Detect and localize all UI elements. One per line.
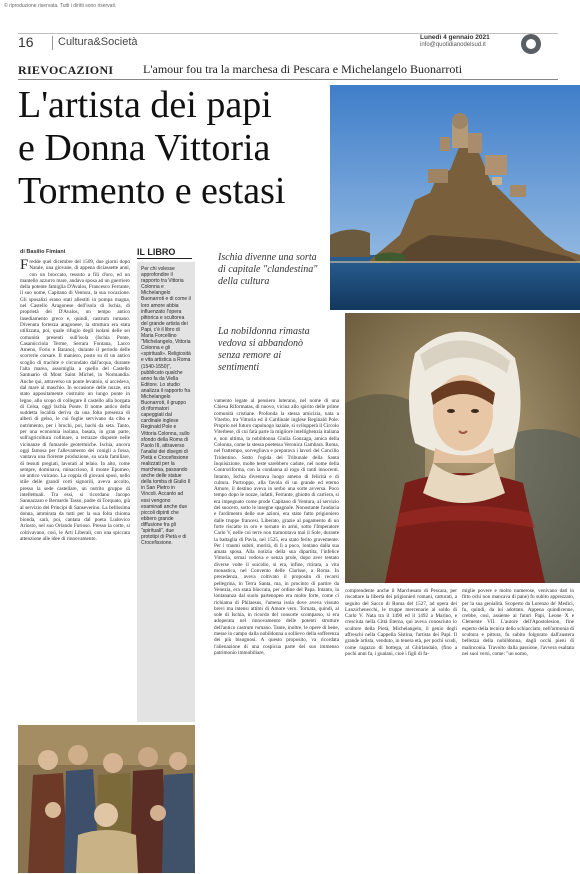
kicker-rule (18, 79, 558, 80)
pull-quote-2: La nobildonna rimasta vedova si abbandonò senza remore ai sentimenti (218, 326, 310, 373)
pull-quote-1: Ischia divenne una sorta di capitale "clandestina" della cultura (218, 252, 318, 287)
fresco-image (18, 725, 195, 873)
copyright-notice: © riproduzione riservata. Tutti i diritti sono riservati. (4, 3, 117, 9)
sidebar-title-rule (137, 258, 192, 259)
section-divider (52, 36, 53, 50)
contact-email: info@quotidianodelsud.it (420, 42, 486, 48)
article-column-1 (20, 259, 130, 722)
portrait-painting (345, 313, 580, 583)
issue-date: Lunedì 4 gennaio 2021 (420, 34, 490, 41)
sidebar-text: Per chi volesse approfondire il rapporto tra Vittoria Colonna e Michelangelo Buonarroti e di come il loro amore abbia influenzato l'opera pittorica e scultorea del grande artista dei Papi, c'è il libro di Maria Forcellino "Michelangelo, Vittoria Colonna e gli «spirituali». Religiosità e vita artistica a Roma (1540-1550)", pubblicato qualche anno fa da Viella Editore. Lo studio analizza il rapporto fra Michelangelo Buonarroti, il gruppo di riformatori capeggiati dal cardinale inglese Reginald Pole e Vittoria Colonna, sullo sfondo della Roma di Paolo III, attraverso l'analisi dei disegni di Pietà e Crocefissione realizzati per la marchesa, passando anche delle statue della tomba di Giulio II in San Pietro in Vincoli. Accanto ad essi vengono esaminati anche due piccoli dipinti che ebbero grande diffusione fra gli "spirituali", due prototipi di Pietà e di Crocefissione. (141, 266, 191, 547)
headline-line-1: L'artista dei papi (18, 84, 272, 126)
article-column-5: miglie povere e molto numerose, venivano dati in fitto ochi non mancava di pane) fu subito apprezzato, per la sua genialità. Scoperto da Lorenzo de' Medici, fu, quindi, da lui adottato. Appena quindicenne, crebbe, così, assieme ai futuri Papi, Leone X e Clemente VII. L'autore dell'Apostolesion, fine esperto della tecnica dello schiacciato, nell'armonia di scultura e pittura, fu subito folgorato dall'austera bellezza della nobildonna, dagli occhi pieni di malinconia. Travolto dalla passione, l'avvera esaltata nei suoi versi, come: "un uomo, (462, 588, 574, 657)
section-name: Cultura&Società (58, 36, 138, 48)
article-column-4: comprendente anche il Marchesato di Pescara, per riscattare la libertà dei prigionieri romani, catturati, a seguito del Sacco di Roma del 1527, ad opera dei Lanzichenecchi, le truppe mercenarie al soldo di Carlo V. Nata tra il 1490 ed il 1492 a Marino, e cresciuta nella Città Eterna, qui aveva conosciuto lo scultore della Pietà, Michelangelo, il genio degli affreschi nella Cappella Sistina, l'artista dei Papi. Il grande artista, venduto, in tenera età, per pochi scudi, come ragazzo di bottega, al Ghirlandaio, (fino a pochi anni fa, i gualani, cioè i figli di fa- (345, 588, 457, 657)
page-number: 16 (18, 34, 34, 50)
newspaper-logo-icon (521, 34, 541, 54)
headline-line-2: e Donna Vittoria (18, 127, 271, 169)
article-kicker-subtitle: L'amour fou tra la marchesa di Pescara e Michelangelo Buonarroti (143, 62, 463, 76)
article-kicker: RIEVOCAZIONI (18, 63, 114, 77)
column-1-text: redde quel dicembre del 1509, due giorni dopo Natale, una giovane, di appena diciassette anni, con un broccato, tessuto a fili d'oro, ed un mantello azzurro mare, andava sposa ad un guerriero della potente famiglia D'Avalos, Francesco Ferrante, il suo nome, Capitano di Ventura, la sua vocazione. Gli sposalizi erano stati allestiti in pompa magna, nel Castello Aragonese dell'isola di Ischia, di proprietà dei D'Avalos, un tempo antico insediamento greco e, quindi, castrum romano. Divenuta fortezza aragonese, la struttura era stata utilizzata, poi, quale rifugio degli isolani delle sei comunità presenti sull'isola (Ischia Ponte, Casamicciola Terme, Serrara Fontana, Lacco Ameno, Forio e Barano), durante il periodo delle scorrerie corsare. Il maniero, posto su di un antico scoglio di trachite e circondato dall'acqua, durante l'alta marea, assomiglia a quello del Castello Santuario di Mont Saint Michel, in Normandia. Anche qui, attraverso un ponte levatoio, si accedeva, dal mare al maschio. In occasione delle nozze, era stato appositamente costruito un lungo ponte in legno, allo scopo di collegare il castello alla borgata di Celsa, oggi Ischia Ponte. Il nome antico della suddetta località deriva da una folta presenza di alberi di gelso, le cui foglie servivano da cibo e nutrimento, per i bruchi, poi, bachi da seta. Tanto, per una economia isolana, basata, in gran parte, sull'agricoltura collinare, a terrazze disposte nelle vicinanze di fumarole geotermiche. Ischia, ancora oggi famosa per l'allevamento dei conigli a fossa, vantava una fiorente produzione, su scala familiare, di tessuti pregiati, lavorati al telaio. In alto, come sempre, dominava, minaccioso, il monte Epomeo, un antico vulcano. La coppia di giovani sposi, nello stile delle grandi corti signorili, aveva accolto, presso la sede castellare, un nutrito gruppo di intellettuali. Tra essi, si ricordano Jacopo Sannazzaro e Bernardo Tasso, padre di Torquato, già al servizio dei Principi di Sanseverino. La bellissima donna, ammirata da tutti per la sua folta chioma bionda, sarà, poi, cantata dal poeta Ludovico Ariosto, nel suo Orlando Furioso. Presso la corte, si coltivavano, così, le Arti Liberali, con una spiccata attenzione alle idee di rinnovamento. (20, 259, 130, 543)
drop-cap: F (20, 259, 29, 273)
article-column-3: vamento legate al pensiero luterano, nel nome di una Chiesa Riformatas, di nuovo, vicina allo spirito delle prime comunità cristiane. Profonda la stessa amicizia, nata a Viterbo, tra Vittoria ed il Cardinale inglese Reginald Pole. Proprio nel futuro capoluogo laziale, si svilupperà il Circolo Viterbese, di cui farà parte la migliore intellighenzia italiana e, non ultima, la nobildonna Giulia Gonzaga, amica della Colonna, come la stessa poetessa Veronica Gambara. Roma, nel frattempo, sorvegliava e preparava i lavori del Concilio Tridentino. Sotto l'egida del Tribunale della Santa Inquisizione, molte teste sarebbero cadute, nel nome della Controriforma, con la condanna al rogo di tanti innocenti. Intanto, Ischia diventava luogo ameno di felicità e di cultura. Purtroppo, alla favola di un grande ed eterno Amore, il destino aveva in serbo una sorte avversa. Poco tempo dopo le nozze, infatti, Ferrante, ghiotto di carriera, si era impegnato come prode Capitano di Ventura, al servizio del suocero, sotto le insegne spagnole. Nonostante l'audacia e l'ardimento delle sue azioni, era stato fatto prigioniero dalle truppe francesi. Liberato, grazie al pagamento di un forte riscatto in oro e tornato in armi, sotto l'Imperatore Carlo V, nelle cui terre non tramontava mai il Sole, durante la battaglia di Pavia, nel 1525, era stato ferito gravemente. Per i traumi subiti, morirà, di lì a poco, lontano dalla sua amata sposa. Alla notizia della sua dipartita, l'infelice Vittoria, ormai vedova e senza prole, dopo aver tentato diverse volte il suicidio, si era, infine, ritirata, a vita monastica, nel Convento delle Clarisse, a Roma. In precedenza, aveva coltivato il proposito di recarsi pellegrina, in Terra Santa, ma, in procinto di partire da Venezia, era stata bloccata, per ordine del Papa. Intanto, la lontananza dal suolo partenopeo era molto forte, come ci richiama di Philaesus, l'amena isola dove aveva vissuto brevi ma intensi attimi di Amore vero. Tornata, quindi, al sole di Ischia, in ricordo del consorte scomparso, si era adoperata nel rinnovamento delle potenti strutture dell'antico castrum romano. Tante, inoltre, le opere di bene, messe in campo dalla nobildonna a sollievo della sofferenza dei più bisognosi. A questo proposito, va ricordata l'alienazione di una cospicua parte del suo immenso patrimonio immobiliare, (214, 398, 339, 656)
headline-line-3: Tormento e estasi (18, 170, 286, 212)
byline: di Basilio Fimiani (20, 249, 66, 255)
castle-photo (330, 85, 580, 310)
sidebar-title: IL LIBRO (137, 247, 176, 257)
